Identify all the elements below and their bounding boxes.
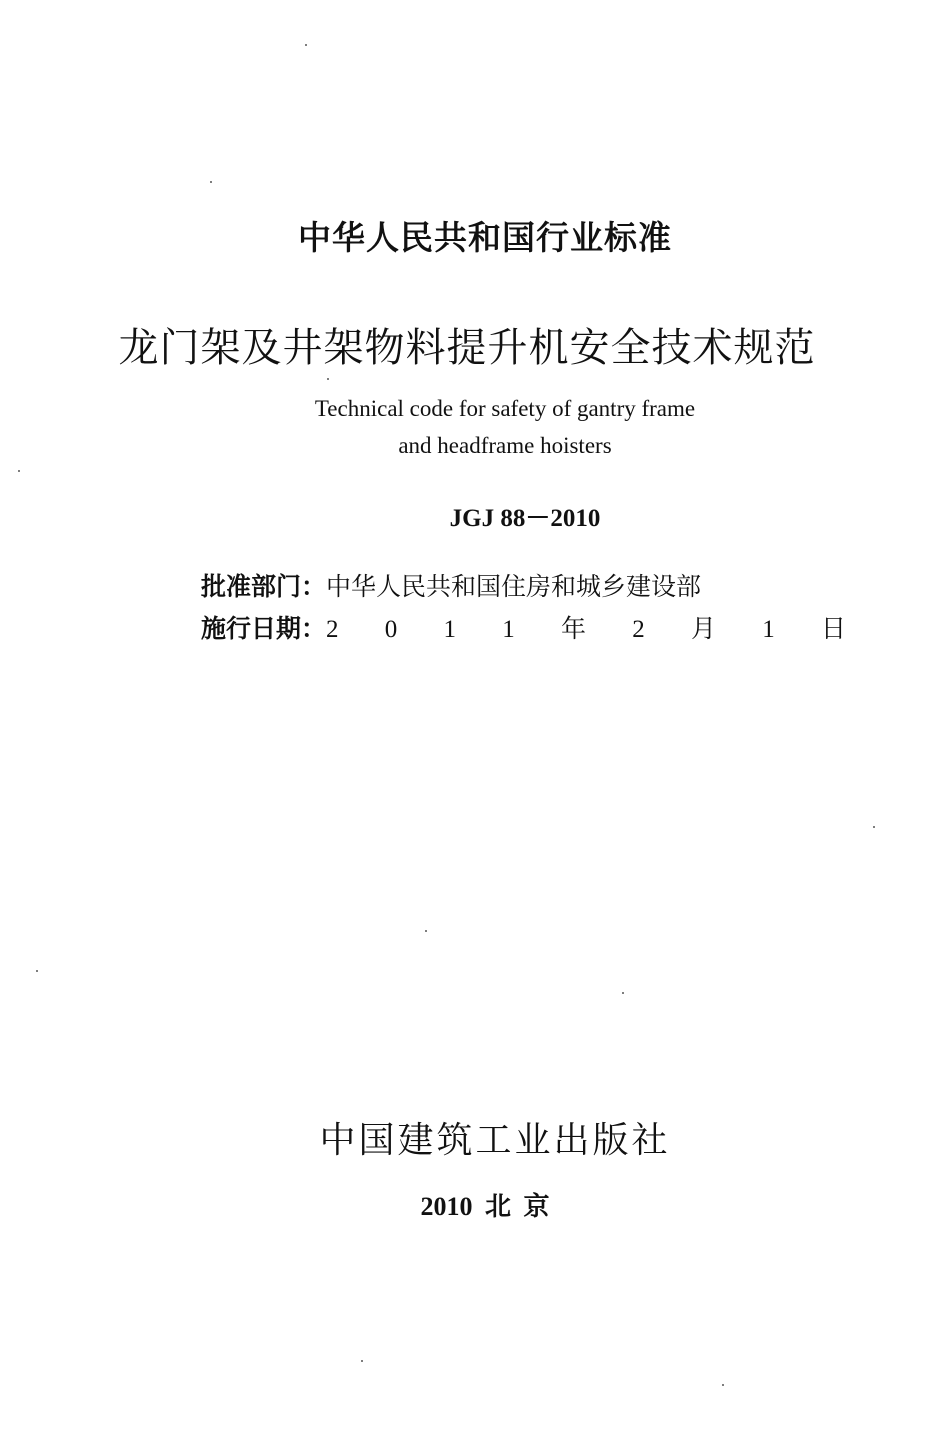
scan-speck — [425, 930, 427, 932]
effective-date-value: 2 0 1 1 年 2 月 1 日 — [326, 616, 867, 643]
publisher-name: 中国建筑工业出版社 — [319, 1120, 671, 1161]
scan-speck — [305, 44, 307, 46]
effective-date-row — [201, 609, 866, 645]
document-title-english-line-1: Technical code for safety of gantry frame — [314, 396, 696, 421]
publication-year-and-place: 2010 北 京 — [420, 1192, 550, 1221]
standard-series-title: 中华人民共和国行业标准 — [298, 218, 672, 257]
scan-speck — [36, 970, 38, 972]
scan-speck — [722, 1384, 724, 1386]
document-title-english-line-2: and headframe hoisters — [398, 433, 612, 458]
scan-speck — [327, 378, 329, 380]
scan-speck — [18, 470, 20, 472]
scan-speck — [622, 992, 624, 994]
scan-speck — [873, 826, 875, 828]
document-title-chinese: 龙门架及井架物料提升机安全技术规范 — [118, 325, 816, 371]
scan-speck — [210, 181, 212, 183]
scan-speck — [361, 1360, 363, 1362]
approval-department-label: 批准部门： — [201, 572, 327, 601]
effective-date-label: 施行日期： — [201, 614, 327, 643]
approval-department-row — [201, 567, 701, 603]
approval-department-value: 中华人民共和国住房和城乡建设部 — [326, 572, 702, 601]
standard-code: JGJ 88－2010 — [449, 505, 601, 532]
